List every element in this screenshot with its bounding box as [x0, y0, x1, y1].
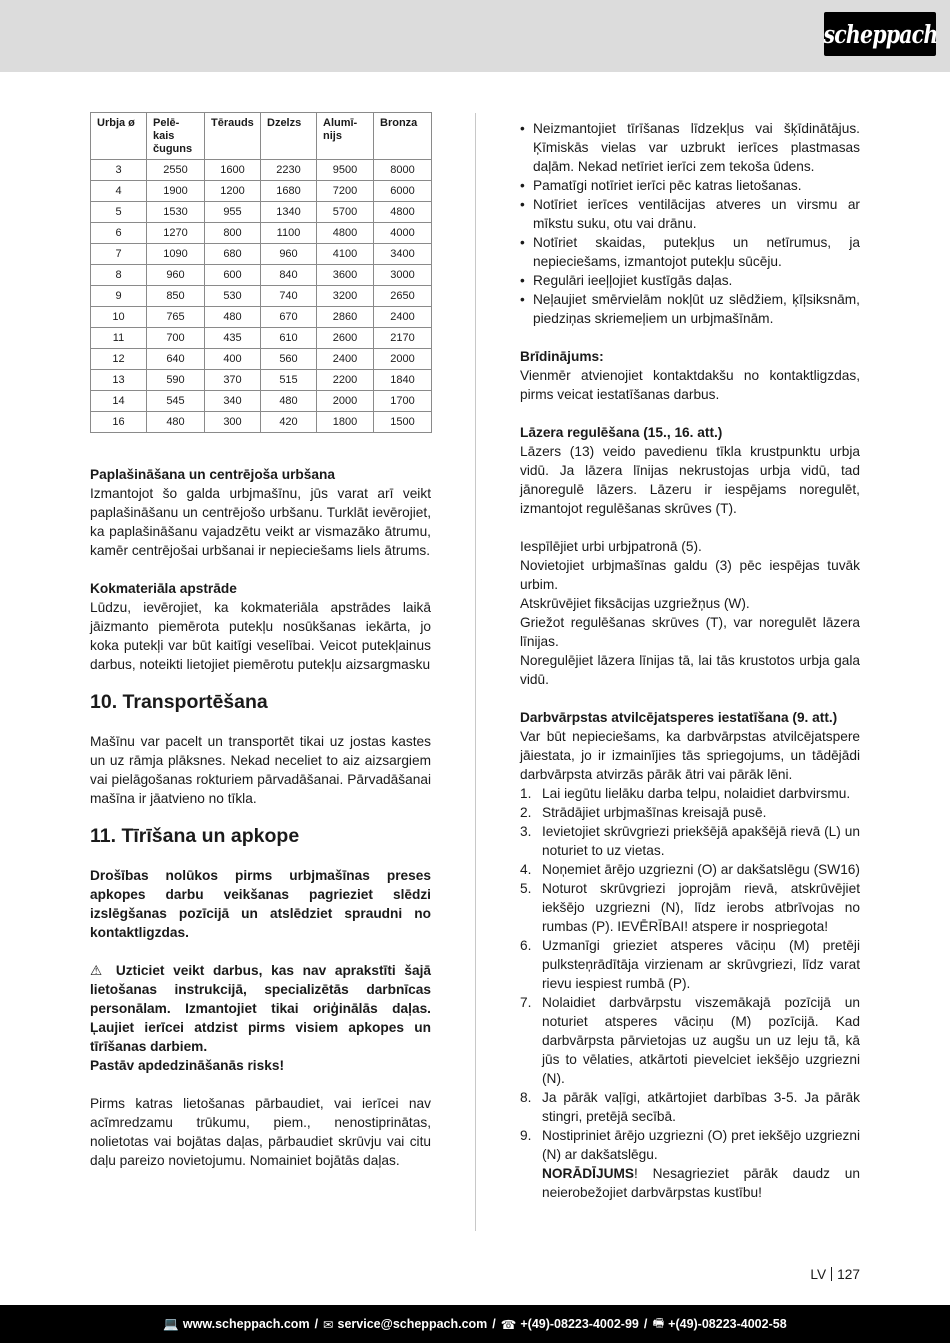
phone-icon: ☎: [500, 1317, 517, 1332]
table-cell: 530: [205, 286, 261, 307]
reaming-text: Izmantojot šo galda urbjmašīnu, jūs varat arī veikt paplašināšanu un centrējošo urbšanu. Turklāt ievērojiet, ka paplašināšanu vajadzētu veikt ar vismazāko ātrumu, kamēr centrējošai urbšanai ir nepieciešams liels ātrums.: [90, 486, 431, 558]
list-item: • Pamatīgi notīriet ierīci pēc katras lietošanas.: [520, 176, 860, 195]
table-cell: 2400: [374, 307, 432, 328]
table-cell: 16: [91, 412, 147, 433]
column-divider: [475, 113, 476, 1231]
table-cell: 800: [205, 223, 261, 244]
footer-bar: 💻 www.scheppach.com / ✉ service@scheppach.com / ☎ +(49)-08223-4002-99 / 🖷 +(49)-08223-4002-58: [0, 1305, 950, 1343]
table-cell: 2230: [261, 160, 317, 181]
spring-heading: Darbvārpstas atvilcējatsperes iestatīšana (9. att.): [520, 710, 838, 725]
table-header-cell: Pelē- kais čuguns: [147, 113, 205, 160]
table-cell: 2860: [317, 307, 374, 328]
table-cell: 370: [205, 370, 261, 391]
section-heading-reaming: Paplašināšana un centrējoša urbšana: [90, 467, 335, 482]
table-cell: 480: [147, 412, 205, 433]
table-cell: 4800: [317, 223, 374, 244]
table-cell: 680: [205, 244, 261, 265]
list-item: 1. Lai iegūtu lielāku darba telpu, nolaidiet darbvirsmu.: [520, 786, 851, 801]
table-cell: 2650: [374, 286, 432, 307]
table-cell: 480: [261, 391, 317, 412]
table-cell: 4000: [374, 223, 432, 244]
table-cell: 515: [261, 370, 317, 391]
page-number: LV 127: [810, 1267, 860, 1282]
list-item: • Neizmantojiet tīrīšanas līdzekļus vai šķīdinātājus. Ķīmiskās vielas var uzbrukt ierīces plastmasas daļām. Nekad netīriet ierīci zem tekoša ūdens.: [520, 119, 860, 176]
table-cell: 850: [147, 286, 205, 307]
table-cell: 8: [91, 265, 147, 286]
table-row: [91, 223, 432, 244]
table-cell: 2550: [147, 160, 205, 181]
list-item: • Notīriet skaidas, putekļus un netīrumus, ja nepieciešams, izmantojot putekļu sūcēju.: [520, 233, 860, 271]
mail-icon: ✉: [323, 1317, 334, 1332]
table-cell: 1600: [205, 160, 261, 181]
cleaning-bullet-list: [520, 119, 860, 328]
table-cell: 1700: [374, 391, 432, 412]
list-item: 7. Nolaidiet darbvārpstu viszemākajā pozīcijā un noturiet atsperes vāciņu (M) pozīcijā. Kad darbvārpsta pārvietojas uz augšu un uz leju tā, kā jūs to vēlaties, atkārtoti pievelciet iekšējo uzgriezni (N).: [520, 995, 860, 1086]
laptop-icon: 💻: [163, 1316, 179, 1331]
warning-paragraph: [90, 961, 431, 1056]
table-row: [91, 265, 432, 286]
table-cell: 590: [147, 370, 205, 391]
table-cell: 420: [261, 412, 317, 433]
table-cell: 480: [205, 307, 261, 328]
list-item: 3. Ievietojiet skrūvgriezi priekšējā apakšējā rievā (L) un noturiet to uz vietas.: [520, 824, 860, 858]
table-cell: 13: [91, 370, 147, 391]
warning-text-right: Vienmēr atvienojiet kontaktdakšu no kontaktligzdas, pirms veicat iestatīšanas darbus.: [520, 368, 860, 402]
table-cell: 340: [205, 391, 261, 412]
table-header-cell: Alumī- nijs: [317, 113, 374, 160]
table-row: [91, 328, 432, 349]
table-cell: 2400: [317, 349, 374, 370]
laser-step: Griežot regulēšanas skrūves (T), var noregulēt lāzera līnijas.: [520, 615, 860, 649]
table-header-row: [91, 113, 432, 160]
footer-website-link[interactable]: www.scheppach.com: [182, 1317, 310, 1331]
table-row: [91, 244, 432, 265]
chapter-heading-transport: 10. Transportēšana: [90, 691, 268, 713]
right-column: [520, 119, 860, 1202]
list-item: 6. Uzmanīgi grieziet atsperes vāciņu (M) pretēji pulksteņrādītāja virzienam ar skrūvgriezi, līdz varat rievu iespiest rumbā (P).: [520, 938, 860, 991]
list-item: • Notīriet ierīces ventilācijas atveres un virsmu ar mīkstu suku, otu vai drānu.: [520, 195, 860, 233]
table-cell: 1200: [205, 181, 261, 202]
laser-step: Atskrūvējiet fiksācijas uzgriežņus (W).: [520, 596, 750, 611]
note-label: NORĀDĪJUMS: [542, 1166, 635, 1181]
table-cell: 955: [205, 202, 261, 223]
table-header-cell: Bronza: [374, 113, 432, 160]
table-cell: 9500: [317, 160, 374, 181]
table-cell: 960: [261, 244, 317, 265]
table-cell: 4800: [374, 202, 432, 223]
table-cell: 5700: [317, 202, 374, 223]
note-text: ! Nesagrieziet pārāk daudz un neierobežojiet darbvārpstas kustību!: [542, 1166, 860, 1200]
laser-heading: Lāzera regulēšana (15., 16. att.): [520, 425, 723, 440]
table-cell: 1680: [261, 181, 317, 202]
table-row: [91, 391, 432, 412]
table-cell: 610: [261, 328, 317, 349]
table-row: [91, 370, 432, 391]
chapter-heading-maintenance: 11. Tīrīšana un apkope: [90, 825, 300, 847]
table-cell: 2600: [317, 328, 374, 349]
fax-icon: 🖷: [652, 1315, 665, 1330]
table-cell: 6000: [374, 181, 432, 202]
table-cell: 2200: [317, 370, 374, 391]
table-cell: 7: [91, 244, 147, 265]
table-cell: 740: [261, 286, 317, 307]
footer-fax: +(49)-08223-4002-58: [668, 1317, 787, 1331]
warning-heading: Brīdinājums:: [520, 349, 604, 364]
list-item: 9. Nostipriniet ārējo uzgriezni (O) pret iekšējo uzgriezni (N) ar dakšatslēgu. NORĀDĪJUMS! Nesagrieziet pārāk daudz un neierobežojiet darbvārpstas kustību!: [520, 1128, 860, 1200]
footer-email-link[interactable]: service@scheppach.com: [337, 1317, 488, 1331]
table-cell: 300: [205, 412, 261, 433]
inspection-text: Pirms katras lietošanas pārbaudiet, vai ierīcei nav acīmredzamu trūkumu, piem., nenostiprinātas, nolietotas vai bojātas daļas, pārbaudiet skrūvju vai citu daļu pareizo novietojumu. Nomainiet bojātās daļas.: [90, 1096, 431, 1168]
table-cell: 6: [91, 223, 147, 244]
table-cell: 1500: [374, 412, 432, 433]
table-cell: 435: [205, 328, 261, 349]
table-cell: 2000: [317, 391, 374, 412]
table-cell: 3000: [374, 265, 432, 286]
table-cell: 3600: [317, 265, 374, 286]
table-cell: 545: [147, 391, 205, 412]
scheppach-logo: scheppach: [824, 12, 936, 56]
table-row: [91, 349, 432, 370]
table-cell: 400: [205, 349, 261, 370]
table-cell: 640: [147, 349, 205, 370]
table-cell: 560: [261, 349, 317, 370]
table-header-cell: Urbja ø: [91, 113, 147, 160]
table-cell: 7200: [317, 181, 374, 202]
transport-text: Mašīnu var pacelt un transportēt tikai uz jostas kastes un uz rāmja plāksnes. Nekad neceliet to aiz aizsargiem vai pielāgošanas rokturiem pārvadāšanai. Pārvadāšanai mašīna ir jāatvieno no tīkla.: [90, 734, 431, 806]
laser-step: Noregulējiet lāzera līnijas tā, lai tās krustotos urbja gala vidū.: [520, 653, 860, 687]
warning-text: Uzticiet veikt darbus, kas nav aprakstīti šajā lietošanas instrukcijā, specializētās darbnīcas personālam. Izmantojiet tikai oriģinālās daļas. Ļaujiet ierīcei atdzist pirms visiem apkopes un tīrīšanas darbiem.: [90, 963, 431, 1054]
spring-steps-list: [520, 784, 860, 1202]
table-cell: 14: [91, 391, 147, 412]
table-cell: 10: [91, 307, 147, 328]
spring-text: Var būt nepieciešams, ka darbvārpstas atvilcējatspere jāiestata, jo ir izmainījies tās spriegojums, un tādējādi darbvārpsta atvirzās pārāk ātri vai pārāk lēni.: [520, 729, 860, 782]
table-cell: 1800: [317, 412, 374, 433]
table-body: [91, 160, 432, 433]
table-cell: 840: [261, 265, 317, 286]
laser-text: Lāzers (13) veido pavedienu tīkla krustpunktu urbja vidū. Ja lāzera līnijas nekrustojas urbja vidū, tad jānoregulē lāzers. Lāzeru ir iespējams noregulēt, izmantojot regulēšanas skrūves (T).: [520, 444, 860, 516]
section-heading-wood: Kokmateriāla apstrāde: [90, 581, 237, 596]
list-item: • Neļaujiet smērvielām nokļūt uz slēdžiem, ķīļsiksnām, piedziņas skriemeļiem un urbjmašīnām.: [520, 290, 860, 328]
table-row: [91, 307, 432, 328]
table-row: [91, 286, 432, 307]
table-header-cell: Dzelzs: [261, 113, 317, 160]
table-cell: 1270: [147, 223, 205, 244]
table-cell: 2000: [374, 349, 432, 370]
table-cell: 3200: [317, 286, 374, 307]
table-row: [91, 202, 432, 223]
table-cell: 1900: [147, 181, 205, 202]
table-cell: 4100: [317, 244, 374, 265]
footer-phone: +(49)-08223-4002-99: [520, 1317, 639, 1331]
table-cell: 3: [91, 160, 147, 181]
table-cell: 9: [91, 286, 147, 307]
table-cell: 1090: [147, 244, 205, 265]
table-row: [91, 412, 432, 433]
table-cell: 1340: [261, 202, 317, 223]
table-cell: 1840: [374, 370, 432, 391]
drill-speed-table: [90, 112, 432, 433]
table-cell: 1100: [261, 223, 317, 244]
header-bar: [0, 0, 950, 72]
safety-notice: Drošības nolūkos pirms urbjmašīnas preses apkopes darbu veikšanas pagrieziet slēdzi izslēgšanas pozīcijā un atslēdziet spraudni no kontaktligzdas.: [90, 868, 431, 940]
table-cell: 4: [91, 181, 147, 202]
warning-triangle-icon: ⚠: [90, 963, 108, 978]
burn-risk-text: Pastāv apdedzināšanās risks!: [90, 1058, 285, 1073]
wood-text: Lūdzu, ievērojiet, ka kokmateriāla apstrādes laikā jāizmanto piemērota putekļu nosūkšanas iekārta, jo koka putekļi var būt kaitīgi veselībai. Veicot putekļainus darbus, noteikti lietojiet piemērotu putekļu aizsargmasku: [90, 600, 431, 672]
list-item: • Regulāri ieeļļojiet kustīgās daļas.: [520, 271, 860, 290]
left-column: [90, 112, 431, 1170]
table-cell: 3400: [374, 244, 432, 265]
table-cell: 12: [91, 349, 147, 370]
table-cell: 765: [147, 307, 205, 328]
table-header-cell: Tērauds: [205, 113, 261, 160]
table-cell: 700: [147, 328, 205, 349]
table-cell: 8000: [374, 160, 432, 181]
table-cell: 600: [205, 265, 261, 286]
table-cell: 11: [91, 328, 147, 349]
list-item: 5. Noturot skrūvgriezi joprojām rievā, atskrūvējiet iekšējo uzgriezni (N), līdz ierobs atbrīvojas no rumbas (P). IEVĒRĪBAI! atspere ir nospriegota!: [520, 881, 860, 934]
list-item: 2. Strādājiet urbjmašīnas kreisajā pusē.: [520, 805, 767, 820]
table-cell: 2170: [374, 328, 432, 349]
table-cell: 5: [91, 202, 147, 223]
laser-step: Novietojiet urbjmašīnas galdu (3) pēc iespējas tuvāk urbim.: [520, 558, 860, 592]
list-item: 4. Noņemiet ārējo uzgriezni (O) ar dakšatslēgu (SW16): [520, 862, 860, 877]
table-row: [91, 181, 432, 202]
list-item: 8. Ja pārāk vaļīgi, atkārtojiet darbības 3-5. Ja pārāk stingri, pretējā secībā.: [520, 1090, 860, 1124]
table-cell: 960: [147, 265, 205, 286]
table-cell: 1530: [147, 202, 205, 223]
table-row: [91, 160, 432, 181]
table-cell: 670: [261, 307, 317, 328]
laser-step: Iespīlējiet urbi urbjpatronā (5).: [520, 539, 702, 554]
